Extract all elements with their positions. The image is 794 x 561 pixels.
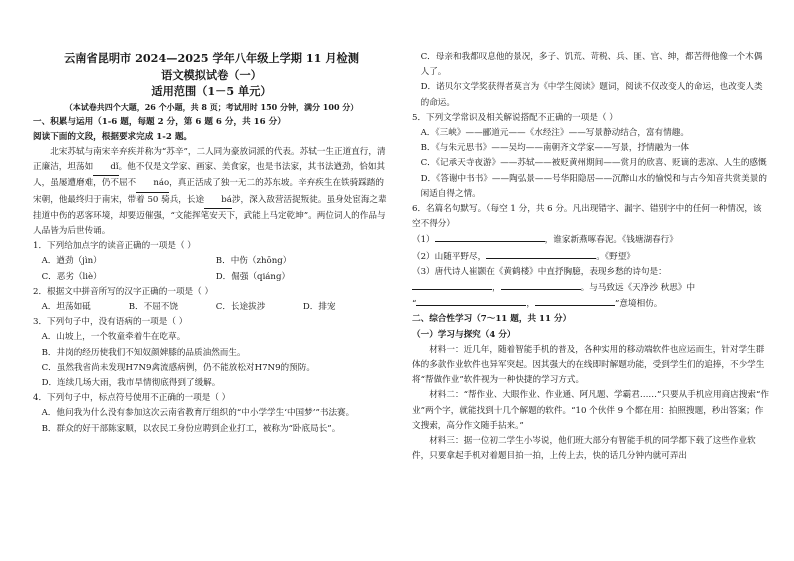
answer-blank[interactable] bbox=[435, 232, 545, 242]
answer-blank[interactable] bbox=[535, 296, 615, 306]
option: A．坦荡如砥 bbox=[41, 301, 91, 312]
pinyin-blank: bá bbox=[204, 193, 232, 209]
exam-note: （本试卷共四个大题，26 个小题，共 8 页；考试用时 150 分钟，满分 100 分） bbox=[64, 101, 359, 112]
question-5: 5．下列文学常识及相关解说搭配不正确的一项是（ ） A．《三峡》——郦道元——《水经注》——写景静动结合，富有情趣。 B．《与朱元思书》——吴均——南朝齐文学家——写景，抒情融为一体 C．《记承天寺夜游》——苏轼——被贬黄州期间——赏月的欣喜、贬谪的悲凉、人生的感慨 D．《答谢中书书》——陶弘景——号华阳隐居——沉醉山水的愉悦和与古今知音共赏美景的闲适自得之情。 bbox=[412, 111, 769, 202]
question-6: 6．名篇名句默写。（每空 1 分，共 6 分。凡出现错字、漏字、错别字中的任何一种情况，该空不得分） （1） ，谁家新燕啄春泥。《钱塘湖春行》 （2）山随平野尽， 。《野望》 （3）唐代诗人崔颢在《黄鹤楼》中直抒胸臆，表现乡愁的诗句是： ， 。与马致远《天净沙 秋思》中 “ ， ”意境相仿。 bbox=[412, 204, 762, 310]
section2-subheading: （一）学习与探究（4 分） bbox=[412, 329, 516, 340]
left-column bbox=[33, 50, 390, 437]
option: C．虽然我省尚未发现H7N9禽流感病例，仍不能放松对H7N9的预防。 bbox=[41, 362, 315, 373]
option: D．连续几场大雨，我市旱情彻底得到了缓解。 bbox=[41, 377, 221, 388]
answer-blank[interactable] bbox=[486, 249, 596, 259]
section1-heading: 一、积累与运用（1-6 题，每题 2 分，第 6 题 6 分，共 16 分） bbox=[33, 116, 286, 127]
answer-blank[interactable] bbox=[501, 280, 581, 290]
question-3: 3．下列句子中，没有语病的一项是（ ） A．山坡上，一个牧童牵着牛在吃草。 B．井岗的经历使我们不知奴颜婢膝的品质油然而生。 C．虽然我省尚未发现H7N9禽流感病例，仍不能放松对H7N9的预防。 D．连续几场大雨，我市旱情彻底得到了缓解。 bbox=[33, 315, 390, 391]
material-3: 材料三：据一位初二学生小岑说，他们班大部分有智能手机的同学都下载了这些作业软件，只要拿起手机对着题目拍一拍，上传上去，快的话几分钟内就可弄出 bbox=[412, 436, 756, 462]
exam-title: 云南省昆明市 2024—2025 学年八年级上学期 11 月检测 bbox=[64, 51, 359, 65]
material-1: 材料一：近几年，随着智能手机的普及，各种实用的移动端软件也应运而生，针对学生群体的多款作业软件也异军突起。因其强大的在线即时解题功能，受到学生们的追捧，不少学生将“帮做作业”软件视为一种快捷的学习方式。 bbox=[412, 344, 765, 386]
option: A．《三峡》——郦道元——《水经注》——写景静动结合，富有情趣。 bbox=[420, 128, 689, 139]
question-1: 1．下列给加点字的读音正确的一项是（ ） A．遒劲（jìn） B．中伤（zhōng） C．恶劣（liè） D．倔强（qiáng） bbox=[33, 239, 390, 285]
section2-heading: 二、综合性学习（7～11 题，共 11 分） bbox=[412, 314, 572, 325]
reading-passage: 北宋苏轼与南宋辛弃疾并称为“苏辛”，二人同为豪放词派的代表。苏轼一生正道直行，清正廉洁，坦荡如 dǐ。他不仅是文学家、画家、美食家，也是书法家，其书法遒劲，恰如其人，虽屡遭磨难，仍不屈不 náo，真正活成了独一无二的苏东坡。辛弃疾生在铁骑踩踏的宋朝，他最终归于南宋，带着 50 骑兵，长途 bá涉，深入敌营活捉叛徒。虽身处宦海之辈挂道中伤的恶客环境，却要迈催强，“文能挥笔安天下，武能上马定乾坤”。两位词人的作品与人品皆为后世传诵。 bbox=[33, 146, 387, 236]
material-2: 材料二：“帮作业、大眼作业、作业通、阿凡题、学霸君……”只要从手机应用商店搜索“作业”两个字，就能找到十几个解题的软件。“10 个伙伴 9 个都在用：拍照搜题，秒出答案；作文搜索，高分作文随手拈来。” bbox=[412, 390, 769, 431]
option: B．中伤（zhōng） bbox=[215, 256, 292, 267]
option: B．《与朱元思书》——吴均——南朝齐文学家——写景，抒情融为一体 bbox=[420, 143, 690, 154]
option: A．他问我为什么没有参加这次云南省教育厅组织的“中小学学生‘中国梦’”书法赛。 bbox=[41, 408, 355, 419]
answer-blank[interactable] bbox=[412, 280, 492, 290]
option: D．倔强（qiáng） bbox=[215, 271, 291, 282]
question-4: 4．下列句子中，标点符号使用不正确的一项是（ ） A．他问我为什么没有参加这次云南省教育厅组织的“中小学学生‘中国梦’”书法赛。 B．群众的好干部陈家顺，以农民工身份应聘到企业打工，被称为“卧底局长”。 bbox=[33, 391, 390, 437]
right-column bbox=[412, 50, 769, 464]
option: A．山坡上，一个牧童牵着牛在吃草。 bbox=[41, 332, 186, 343]
answer-blank[interactable] bbox=[416, 296, 526, 306]
option: D．《答谢中书书》——陶弘景——号华阳隐居——沉醉山水的愉悦和与古今知音共赏美景的闲适自得之情。 bbox=[420, 173, 767, 199]
question-2: 2．根据文中拼音所写的汉字正确的一项是（ ） A．坦荡如砥 B．不屈不饶 C．长途拔涉 D．排宠 bbox=[33, 285, 390, 315]
exam-scope: 适用范围（1－5 单元） bbox=[151, 84, 272, 98]
option: D．排宠 bbox=[302, 301, 336, 312]
option: B．不屈不饶 bbox=[128, 301, 178, 312]
option: B．井岗的经历使我们不知奴颜婢膝的品质油然而生。 bbox=[41, 347, 246, 358]
option: C．《记承天寺夜游》——苏轼——被贬黄州期间——赏月的欣喜、贬谪的悲凉、人生的感慨 bbox=[420, 158, 767, 169]
exam-subtitle: 语文模拟试卷（一） bbox=[161, 67, 262, 82]
option: C．长途拔涉 bbox=[215, 301, 266, 312]
option: B．群众的好干部陈家顺，以农民工身份应聘到企业打工，被称为“卧底局长”。 bbox=[41, 423, 341, 434]
option: C．恶劣（liè） bbox=[41, 271, 102, 282]
option: A．遒劲（jìn） bbox=[41, 256, 102, 267]
pinyin-blank: náo bbox=[136, 176, 169, 192]
option: D．诺贝尔文学奖获得者莫言为《中学生阅读》题词，阅读不仅改变人的命运，也改变人类的命运。 bbox=[420, 82, 763, 108]
option: C．母亲和我都叹息他的景况，多子、饥荒、苛税、兵、匪、官、绅，都苦得他像一个木偶人了。 bbox=[420, 52, 763, 78]
pinyin-blank: dǐ bbox=[93, 160, 118, 176]
reading-heading: 阅读下面的文段，根据要求完成 1-2 题。 bbox=[33, 131, 193, 142]
